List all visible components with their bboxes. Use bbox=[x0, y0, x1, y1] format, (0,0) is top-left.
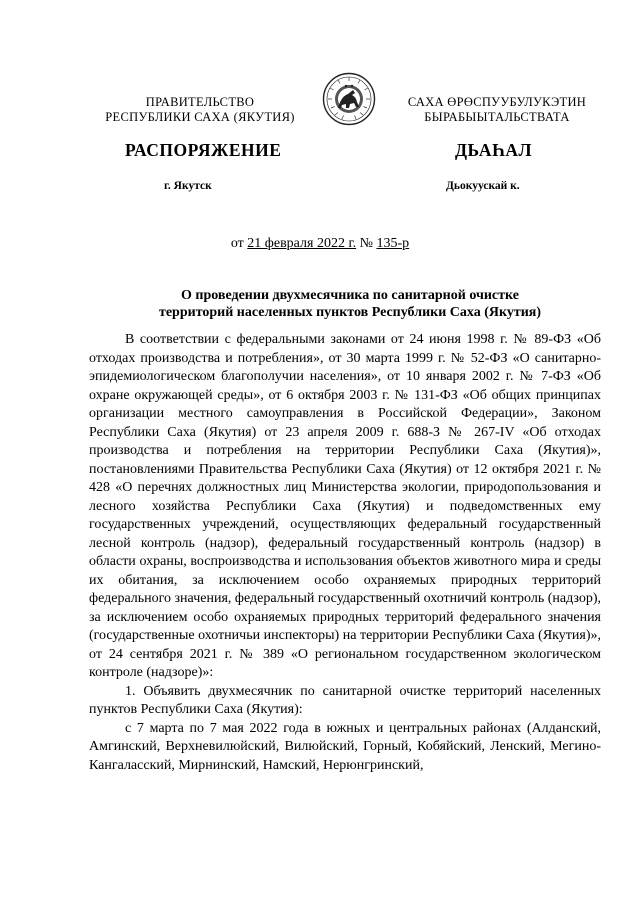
city-sah: Дьокуускай к. bbox=[446, 180, 520, 192]
document-title bbox=[100, 287, 600, 321]
document-body bbox=[89, 331, 601, 775]
order-date-line bbox=[0, 236, 640, 252]
date-prefix: от bbox=[230, 236, 244, 251]
title-line1: О проведении двухмесячника по санитарной очистке bbox=[181, 288, 519, 303]
header-left bbox=[100, 95, 300, 125]
body-paragraph: В соответствии с федеральными законами от 24 июня 1998 г. № 89-ФЗ «Об отходах производства и потребления», от 30 марта 1999 г. № 52-ФЗ «О санитарно-эпидемиологическом благополучии населения», от 10 января 2002 г. № 7-ФЗ «Об охране окружающей среды», от 6 октября 2003 г. № 131-ФЗ «Об общих принципах организации местного самоуправления в Российской Федерации», Законом Республики Саха (Якутия) от 23 апреля 2009 г. 688-З № 267-IV «Об отходах производства и потребления на территории Республики Саха (Якутия)», постановлениями Правительства Республики Саха (Якутия) от 12 октября 2021 г. № 428 «О перечнях должностных лиц Министерства экологии, природопользования и лесного хозяйства Республики Саха (Якутия) и подведомственных ему государственных учреждений, осуществляющих федеральный государственный лесной контроль (надзор), федеральный государственный контроль (надзор) в области охраны, воспроизводства и использования объектов животного мира и среды их обитания, за исключением особо охраняемых природных территорий федерального значения, федеральный государственный охотничий контроль (надзор), за исключением особо охраняемых природных территорий федерального значения (государственные охотничьи инспекторы) на территории Республики Саха (Якутия)», от 24 сентября 2021 г. № 389 «О региональном государственном экологическом контроле (надзоре)»: bbox=[89, 332, 601, 680]
header-right-line2: БЫРАБЫЫТАЛЬСТВАТА bbox=[424, 110, 570, 124]
order-date: 21 февраля 2022 г. bbox=[247, 236, 357, 251]
body-paragraph: 1. Объявить двухмесячник по санитарной очистке территорий населенных пунктов Республики Саха (Якутия): bbox=[89, 683, 601, 717]
header-left-line1: ПРАВИТЕЛЬСТВО bbox=[145, 95, 255, 109]
title-line2: территорий населенных пунктов Республики Саха (Якутия) bbox=[158, 305, 542, 320]
order-number: 135-р bbox=[376, 236, 410, 251]
doc-type-ru: РАСПОРЯЖЕНИЕ bbox=[125, 140, 282, 160]
header-right-line1: САХА ӨРӨСПУУБУЛУКЭТИН bbox=[407, 95, 587, 109]
header-left-line2: РЕСПУБЛИКИ САХА (ЯКУТИЯ) bbox=[105, 110, 295, 124]
number-sign: № bbox=[359, 236, 373, 251]
body-paragraph: с 7 марта по 7 мая 2022 года в южных и центральных районах (Алданский, Амгинский, Верхневилюйский, Вилюйский, Горный, Кобяйский, Ленский, Мегино-Кангаласский, Мирнинский, Намский, Нерюнгринский, bbox=[89, 720, 601, 773]
header-right bbox=[392, 95, 602, 125]
coat-of-arms-emblem-icon bbox=[322, 72, 376, 126]
city-ru: г. Якутск bbox=[164, 180, 212, 192]
doc-type-sah: ДЬАҺАЛ bbox=[455, 140, 533, 160]
